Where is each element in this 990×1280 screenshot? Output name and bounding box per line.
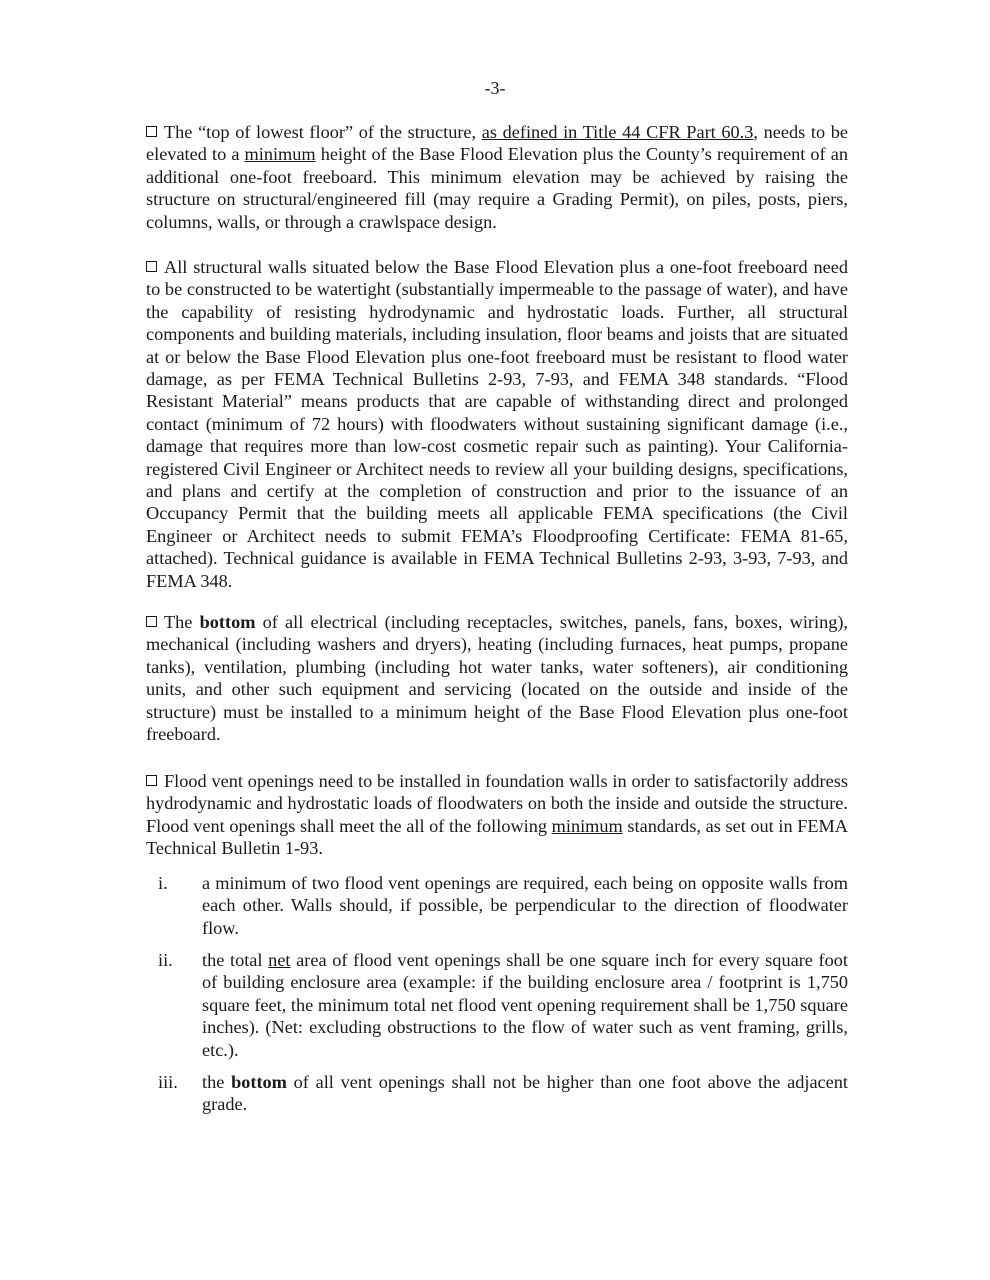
text-segment: area of flood vent openings shall be one square inch for every square foot of building enclosure area (example: if the building enclosure area / footprint is 1,750 square feet, the minimum total net flood vent opening requirement shall be 1,750 square inches). (Net: excluding obstructions to the flow of water such as vent framing, grills, etc.). (202, 950, 849, 1060)
text-segment: the total (202, 950, 269, 970)
bold-text: bottom (199, 612, 256, 632)
checkbox-icon (146, 126, 157, 137)
text-segment: of all electrical (including receptacles, switches, panels, fans, boxes, wiring), mechanical (including washers and dryers), heating (including furnaces, heat pumps, propane tanks), ventilation, plumbing (including hot water tanks, water softeners), air conditioning units, and other such equipment and servicing (located on the outside and inside of the structure) must be installed to a minimum height of the Base Flood Elevation plus one-foot freeboard. (146, 612, 849, 745)
text-segment: The (164, 612, 200, 632)
list-item (146, 949, 848, 1061)
list-item-text (202, 1071, 848, 1116)
underlined-text: as defined in Title 44 CFR Part 60.3 (481, 122, 754, 142)
list-numeral: ii. (158, 950, 173, 970)
checkbox-icon (146, 775, 157, 786)
list-item-text (202, 949, 848, 1061)
text-segment: of all vent openings shall not be higher than one foot above the adjacent grade. (202, 1072, 849, 1115)
paragraph-top-of-lowest-floor (146, 121, 848, 233)
text-segment: height of the Base Flood Elevation plus the County’s requirement of an additional one-foot freeboard. This minimum elevation may be achieved by raising the structure on structural/engineered fill (may require a Grading Permit), on piles, posts, piers, columns, walls, or through a crawlspace design. (146, 144, 848, 232)
underlined-text: minimum (244, 144, 316, 165)
text-segment: , needs to be elevated to a (146, 122, 848, 165)
text-segment: The “top of lowest floor” of the structure, (164, 122, 482, 142)
paragraph-structural-walls (146, 256, 848, 592)
text-segment: Flood vent openings need to be installed in foundation walls in order to satisfactorily address hydrodynamic and hydrostatic loads of floodwaters on both the inside and outside the structure. Flood vent openings shall meet the all of the following (146, 771, 848, 836)
text-segment: the (202, 1072, 232, 1092)
checkbox-icon (146, 616, 157, 627)
checkbox-icon (146, 261, 157, 272)
bold-text: bottom (231, 1072, 287, 1092)
underlined-text: net (268, 950, 291, 970)
text-segment: standards, as set out in FEMA Technical Bulletin 1-93. (146, 815, 848, 859)
list-numeral: iii. (158, 1072, 178, 1092)
paragraph-flood-vent-openings (146, 770, 848, 860)
list-numeral: i. (158, 873, 168, 893)
underlined-text: minimum (551, 815, 623, 836)
paragraph-equipment-bottom (146, 611, 848, 745)
text-segment: All structural walls situated below the Base Flood Elevation plus a one-foot freeboard need to be constructed to be watertight (substantially impermeable to the passage of water), and have the capability of resisting hydrodynamic and hydrostatic loads. Further, all structural components and building materials, including insulation, floor beams and joists that are situated at or below the Base Flood Elevation plus one-foot freeboard must be resistant to flood water damage, as per FEMA Technical Bulletins 2-93, 7-93, and FEMA 348 standards. “Flood Resistant Material” means products that are capable of withstanding direct and prolonged contact (minimum of 72 hours) with floodwaters without sustaining significant damage (i.e., damage that requires more than low-cost cosmetic repair such as painting). Your California-registered Civil Engineer or Architect needs to review all your building designs, specifications, and plans and certify at the completion of construction and prior to the issuance of an Occupancy Permit that the building meets all applicable FEMA specifications (the Civil Engineer or Architect needs to submit FEMA’s Floodproofing Certificate: FEMA 81-65, attached). Technical guidance is available in FEMA Technical Bulletins 2-93, 3-93, 7-93, and FEMA 348. (146, 257, 848, 591)
list-item (146, 1071, 848, 1116)
page-number: -3- (484, 78, 506, 98)
list-item-text: a minimum of two flood vent openings are required, each being on opposite walls from each other. Walls should, if possible, be perpendicular to the direction of floodwater flow. (202, 873, 848, 938)
list-item (146, 872, 848, 939)
